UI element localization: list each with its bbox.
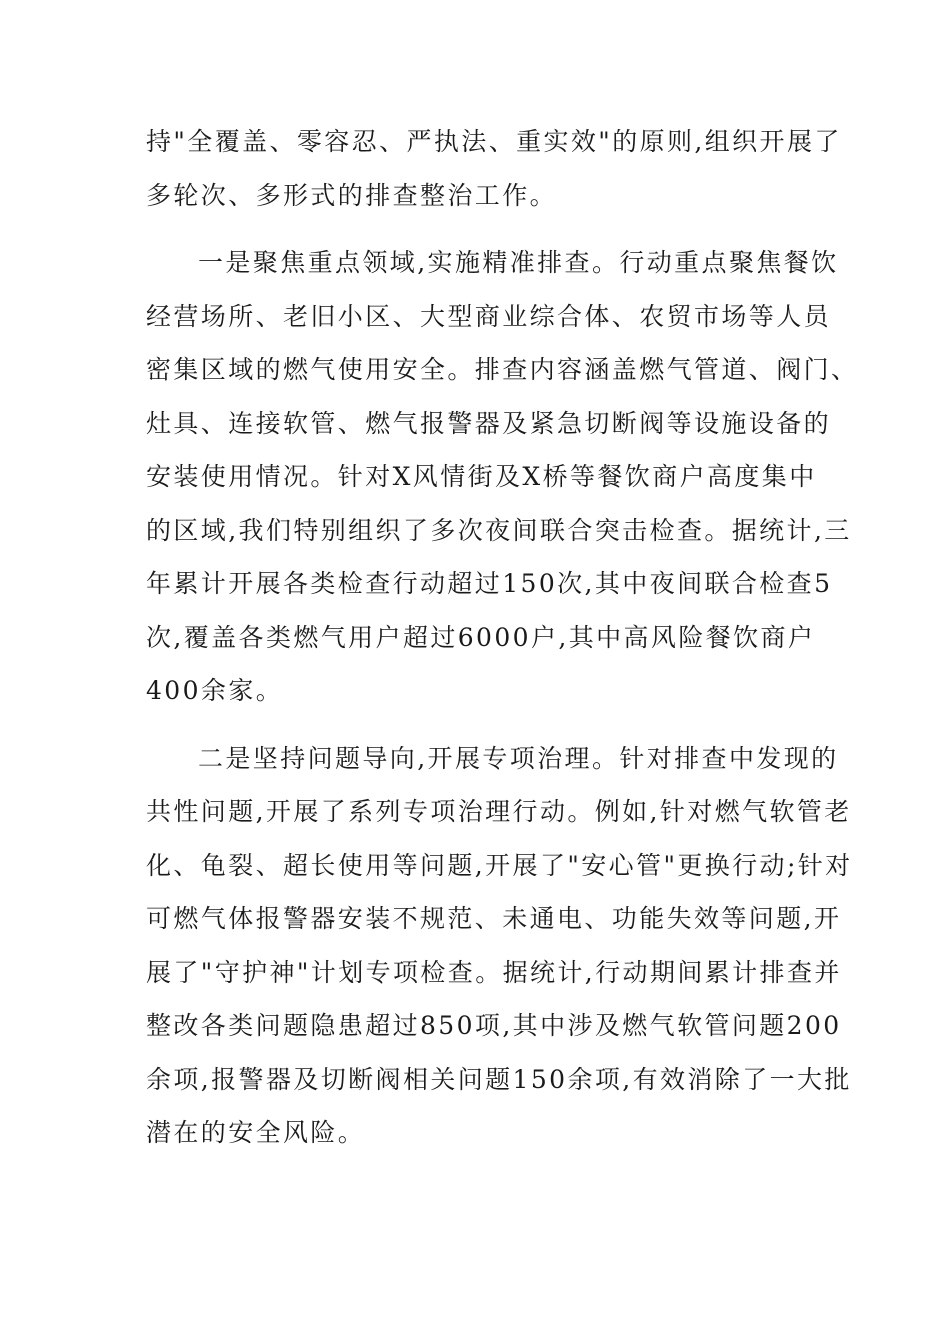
text-line: 展了"守护神"计划专项检查。据统计,行动期间累计排查并	[146, 957, 842, 987]
paragraph-intro	[146, 115, 842, 222]
paragraph-point-two	[146, 732, 853, 1160]
document-body	[146, 115, 859, 1160]
text-line: 整改各类问题隐患超过850项,其中涉及燃气软管问题200	[146, 1011, 842, 1040]
text-line: 化、龟裂、超长使用等问题,开展了"安心管"更换行动;针对	[146, 850, 853, 880]
text-line: 的区域,我们特别组织了多次夜间联合突击检查。据统计,三	[146, 515, 852, 545]
text-line: 余项,报警器及切断阀相关问题150余项,有效消除了一大批	[146, 1064, 852, 1094]
paragraph-point-one	[146, 236, 859, 718]
text-line: 年累计开展各类检查行动超过150次,其中夜间联合检查5	[146, 569, 833, 598]
paragraph-spacer	[146, 222, 806, 236]
text-line: 二是坚持问题导向,开展专项治理。针对排查中发现的	[198, 743, 839, 773]
text-line: 经营场所、老旧小区、大型商业综合体、农贸市场等人员	[146, 301, 832, 331]
text-line: 灶具、连接软管、燃气报警器及紧急切断阀等设施设备的	[146, 408, 832, 438]
text-line: 多轮次、多形式的排查整治工作。	[146, 180, 558, 210]
text-line: 400余家。	[146, 676, 284, 705]
text-line: 次,覆盖各类燃气用户超过6000户,其中高风险餐饮商户	[146, 622, 816, 652]
text-line: 共性问题,开展了系列专项治理行动。例如,针对燃气软管老	[146, 797, 852, 826]
text-line: 安装使用情况。针对X风情街及X桥等餐饮商户高度集中	[146, 462, 817, 491]
paragraph-spacer	[146, 718, 806, 732]
text-line: 持"全覆盖、零容忍、严执法、重实效"的原则,组织开展了	[146, 127, 842, 156]
text-line: 一是聚焦重点领域,实施精准排查。行动重点聚焦餐饮	[198, 248, 839, 277]
text-line: 潜在的安全风险。	[146, 1118, 366, 1147]
text-line: 密集区域的燃气使用安全。排查内容涵盖燃气管道、阀门、	[146, 355, 859, 384]
text-line: 可燃气体报警器安装不规范、未通电、功能失效等问题,开	[146, 904, 842, 933]
